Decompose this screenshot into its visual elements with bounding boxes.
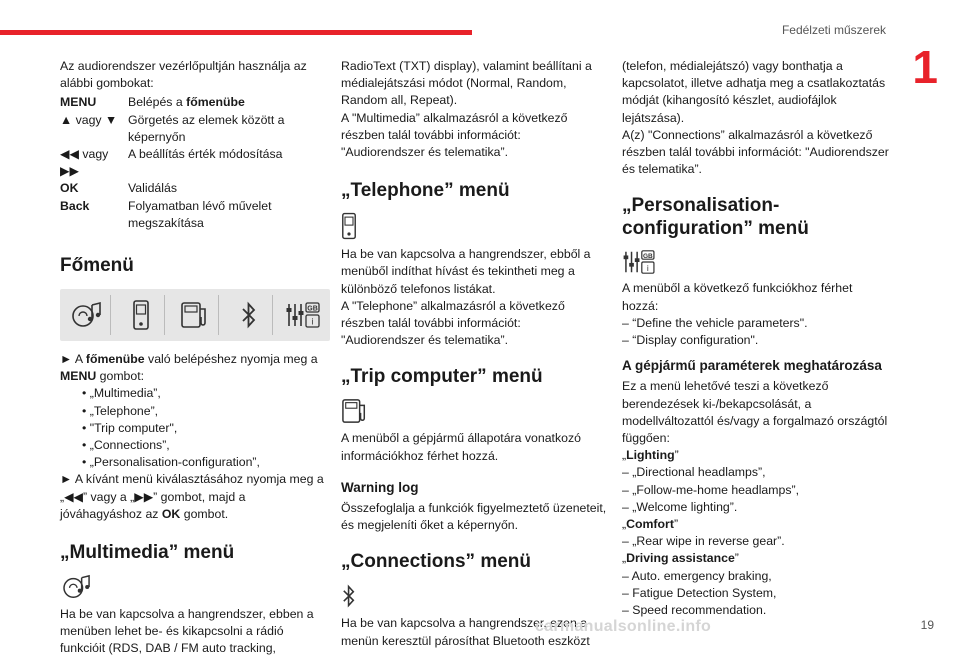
settings-icon — [622, 248, 890, 276]
key-row: OK Validálás — [60, 181, 177, 196]
main-menu-list — [60, 385, 330, 471]
list-item: • „Telephone”, — [82, 403, 330, 420]
telephone-icon — [118, 295, 165, 335]
warning-log-text: Összefoglalja a funkciók figyelmeztető üzeneteit, és megjeleníti őket a képernyőn. — [341, 501, 607, 533]
main-menu-heading: Főmenü — [60, 255, 134, 277]
key-row: ◀◀ vagy ▶▶ A beállítás érték módosítása — [60, 147, 283, 179]
chapter-number: 1 — [912, 41, 938, 93]
multimedia-cont-text: RadioText (TXT) display), valamint beállítani a médialejátszási módot (Normal, Random, Random all, Repeat). A "Multimedia” alkalmazásról a következő részben talál további információt: "Audiorendszer és telematika”. — [341, 59, 592, 160]
connections-text: Ha be van kapcsolva a hangrendszer, ezen a menün keresztül párosíthat Bluetooth eszközt — [341, 616, 590, 648]
telephone-text: Ha be van kapcsolva a hangrendszer, ebből a menüből indíthat hívást és tekintheti meg a különböző telefonos listákat. A "Telephone” alkalmazásról a következő részben talál további információt: "Audiorendszer és telematika”. — [341, 247, 591, 348]
svg-text:GB: GB — [307, 305, 319, 313]
multimedia-icon — [64, 295, 111, 335]
multimedia-heading: „Multimedia” menü — [60, 542, 235, 564]
column-2 — [341, 58, 607, 650]
header-red-line — [0, 30, 472, 35]
settings-icon — [280, 295, 326, 335]
vehicle-params-heading: A gépjármű paraméterek meghatározása — [622, 358, 882, 374]
list-item: – „Welcome lighting”. — [622, 499, 738, 514]
trip-computer-heading: „Trip computer” menü — [341, 366, 543, 388]
multimedia-icon — [60, 574, 330, 600]
list-item: – Auto. emergency braking, — [622, 568, 772, 583]
driving-assistance-label: „Driving assistance” — [622, 551, 739, 566]
trip-computer-icon — [172, 295, 219, 335]
list-item: – „Follow-me-home headlamps”, — [622, 482, 800, 497]
list-item: – „Rear wipe in reverse gear”. — [622, 534, 785, 549]
intro-text: Az audiorendszer vezérlőpultján használja az alábbi gombokat: — [60, 59, 307, 91]
key-row: ▲ vagy ▼ Görgetés az elemek között a képernyőn — [60, 112, 285, 144]
list-item: – „Directional headlamps”, — [622, 465, 766, 480]
list-item: – “Define the vehicle parameters". — [622, 315, 808, 330]
vehicle-params-text: Ez a menü lehetővé teszi a következő berendezések ki-/bekapcsolását, a modellváltozattól és/vagy a forgalmazó országtól függően: — [622, 379, 888, 446]
personalisation-text: A menüből a következő funkciókhoz férhet hozzá: — [622, 281, 853, 313]
connections-heading: „Connections” menü — [341, 551, 532, 573]
list-item: – Speed recommendation. — [622, 603, 767, 618]
page-header — [0, 0, 960, 40]
section-title: Fedélzeti műszerek — [781, 23, 886, 37]
watermark: carmanualsonline.info — [535, 618, 712, 635]
connections-cont-text: (telefon, médialejátszó) vagy bonthatja a kapcsolatot, illetve adhatja meg a csatlakoztatás módját (kihangosító készlet, audiofájlok lejátszása). A(z) "Connections” alkalmazásról a következő részben talál további információt: "Audiorendszer és telematika”. — [622, 59, 889, 177]
menu-icon-bar — [60, 289, 330, 341]
key-row: MENU Belépés a főmenübe — [60, 95, 245, 110]
warning-log-heading: Warning log — [341, 479, 419, 495]
list-item: • „Connections”, — [82, 437, 330, 454]
column-1 — [60, 58, 330, 658]
svg-text:i: i — [311, 316, 314, 327]
personalisation-heading: „Personalisation-configuration” menü — [622, 195, 809, 240]
bluetooth-icon — [226, 295, 273, 335]
page-number: 19 — [920, 618, 934, 632]
main-menu-select-text: ► A kívánt menü kiválasztásához nyomja meg a „◀◀” vagy a „▶▶” gombot, majd a jóváhagyáshoz az OK gombot. — [60, 472, 324, 521]
column-3 — [622, 58, 890, 619]
list-item: • „Personalisation-configuration”, — [82, 454, 330, 471]
multimedia-text: Ha be van kapcsolva a hangrendszer, ebben a menüben lehet be- és kikapcsolni a rádió funkcióit (RDS, DAB / FM auto tracking, — [60, 607, 314, 656]
telephone-icon — [341, 212, 607, 240]
main-menu-instructions: ► A főmenübe való belépéshez nyomja meg a MENU gombot: — [60, 352, 318, 384]
list-item: – Fatigue Detection System, — [622, 585, 777, 600]
lighting-label: „Lighting” — [622, 448, 679, 463]
telephone-heading: „Telephone” menü — [341, 180, 510, 202]
trip-computer-icon — [341, 398, 607, 424]
trip-computer-text: A menüből a gépjármű állapotára vonatkozó információkhoz férhet hozzá. — [341, 431, 581, 463]
svg-text:i: i — [646, 263, 649, 274]
list-item: – “Display configuration". — [622, 333, 759, 348]
key-table — [60, 94, 330, 232]
svg-text:GB: GB — [642, 253, 653, 261]
key-row: Back Folyamatban lévő művelet megszakítása — [60, 198, 272, 230]
list-item: • "Trip computer", — [82, 420, 330, 437]
list-item: • „Multimedia”, — [82, 385, 330, 402]
bluetooth-icon — [341, 583, 607, 609]
comfort-label: „Comfort” — [622, 517, 679, 532]
